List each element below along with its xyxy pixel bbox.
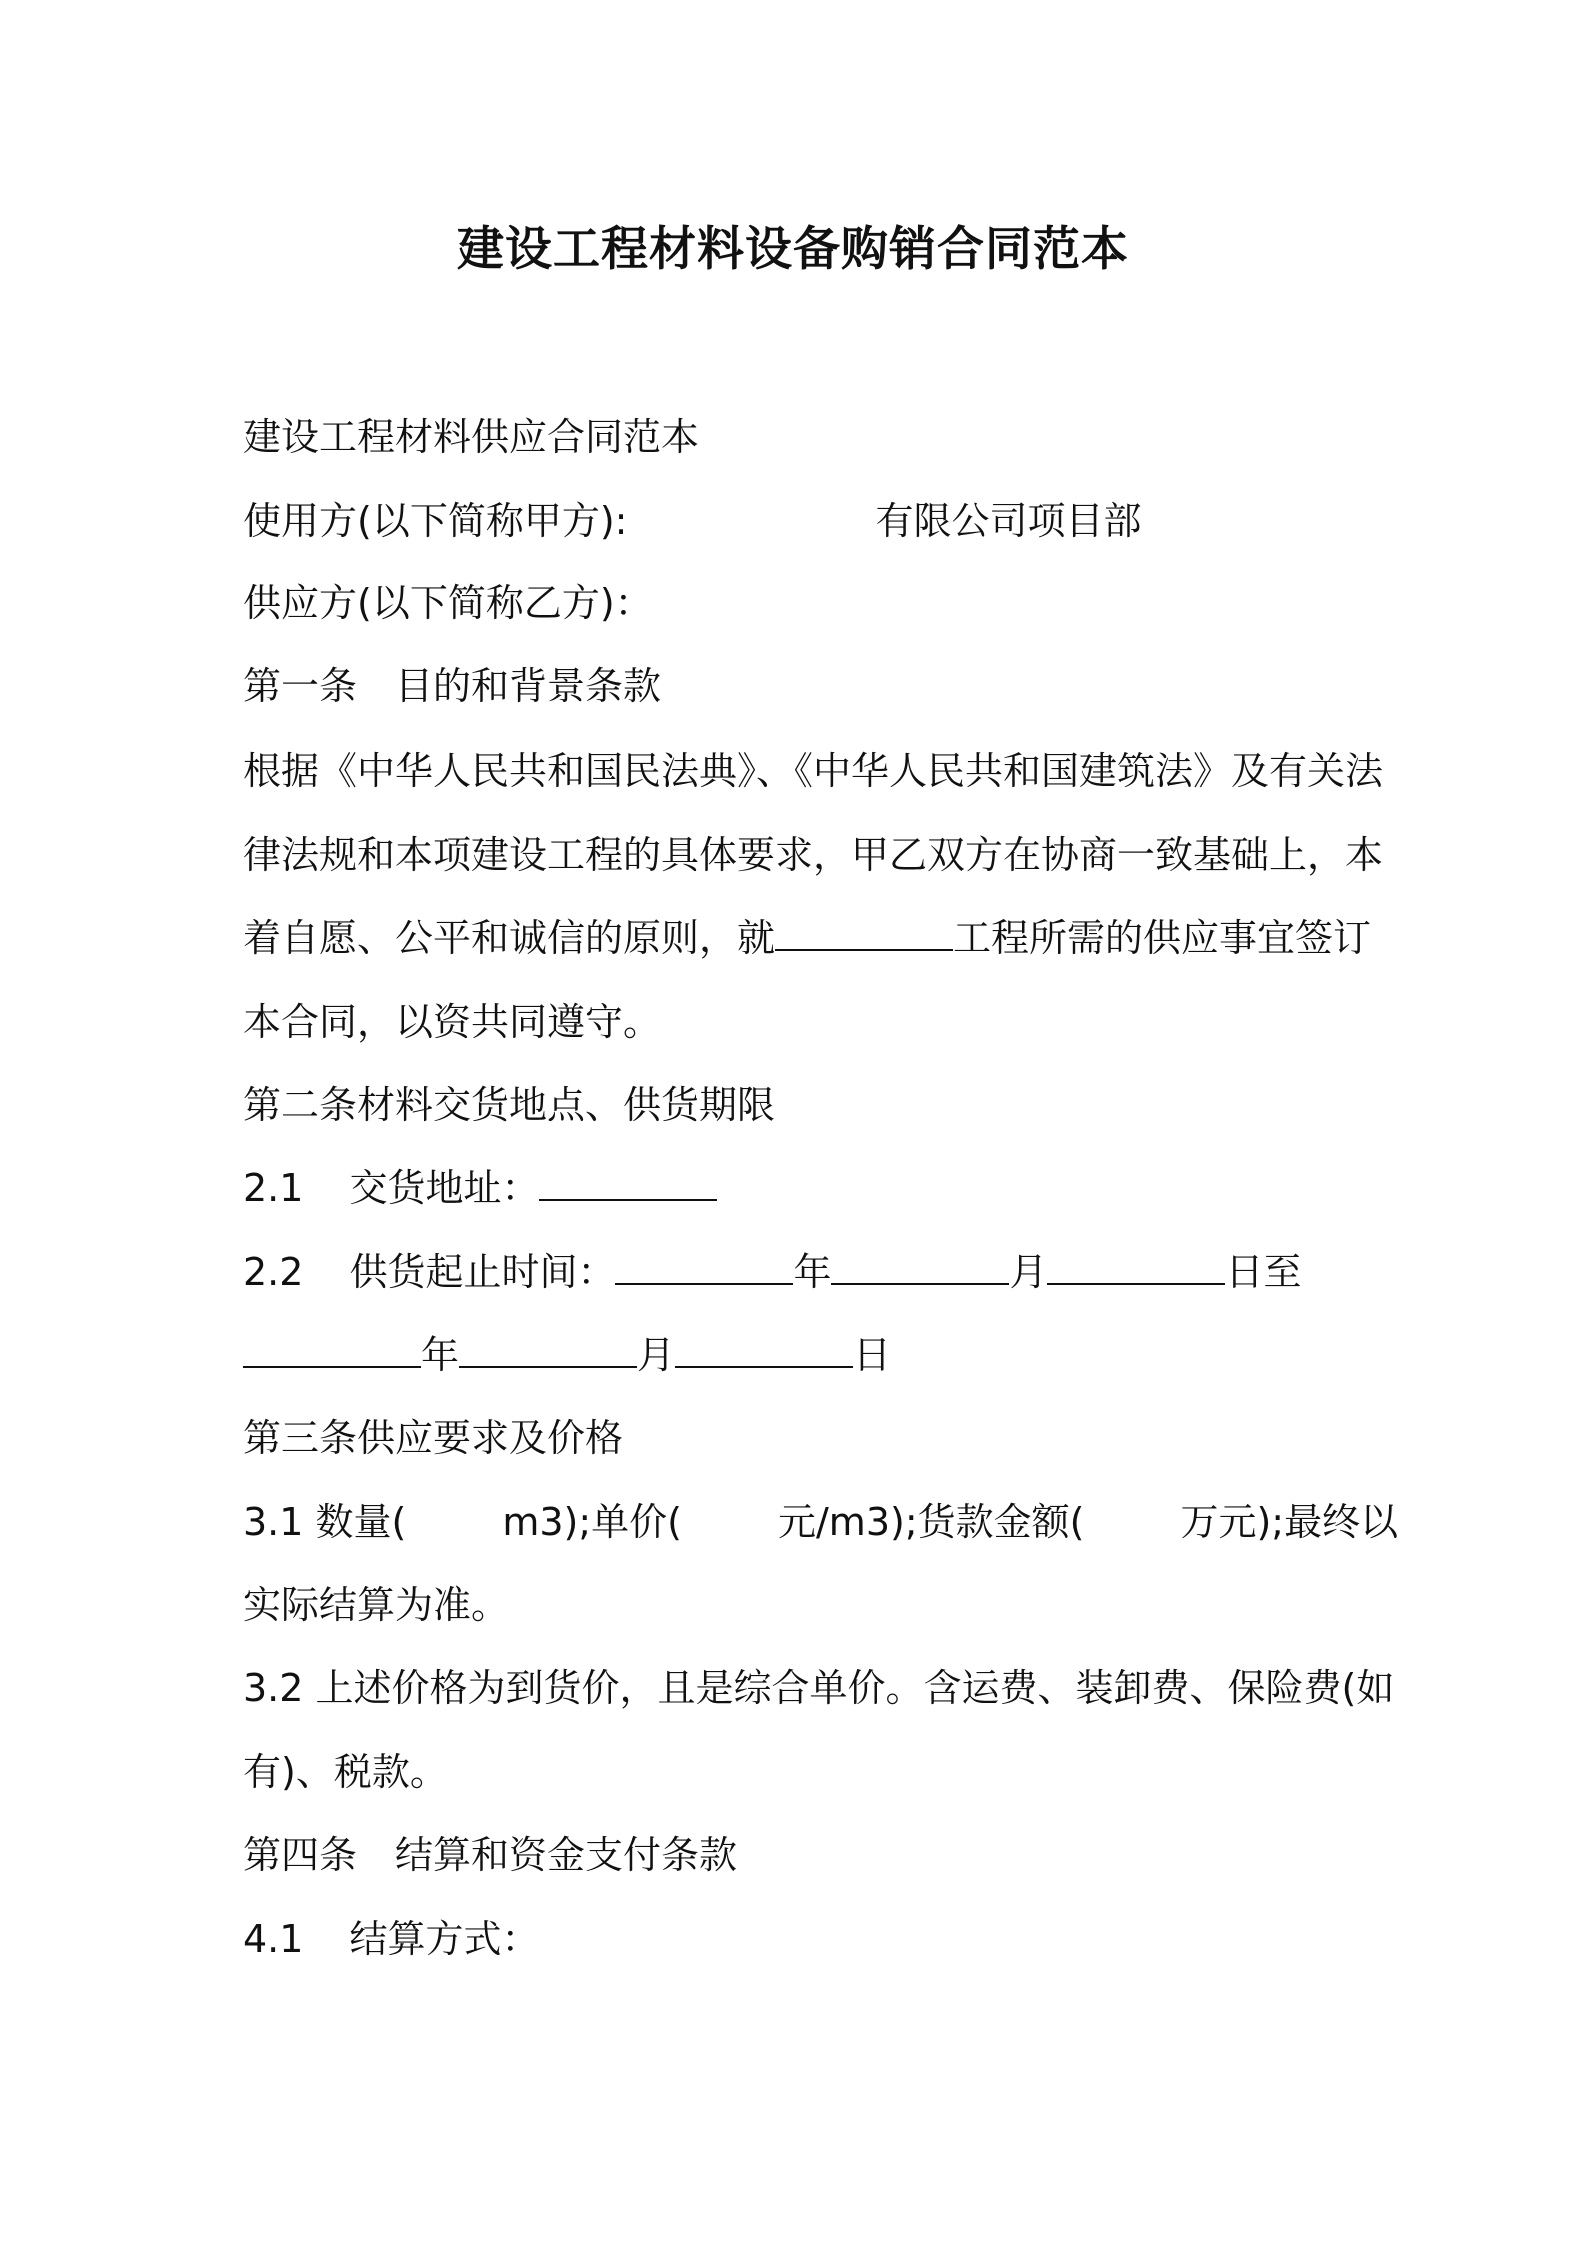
clause-2-2 [243, 1247, 1302, 1297]
clause-3-1-a: 3.1 数量( [243, 1500, 407, 1544]
clause-3-2-line1: 3.2 上述价格为到货价，且是综合单价。含运费、装卸费、保险费(如 [243, 1666, 1395, 1710]
start-day-unit: 日至 [1225, 1250, 1302, 1294]
article1-line3-a: 着自愿、公平和诚信的原则，就 [243, 916, 776, 960]
end-day-blank [675, 1334, 853, 1368]
party-b-line: 供应方(以下简称乙方)： [243, 581, 653, 625]
project-name-blank [775, 917, 953, 951]
clause-4-1-label: 结算方式： [349, 1917, 540, 1961]
article1-line2: 律法规和本项建设工程的具体要求，甲乙双方在协商一致基础上，本 [243, 833, 1384, 877]
clause-2-1 [243, 1163, 717, 1213]
clause-2-1-label: 交货地址： [349, 1166, 540, 1210]
subtitle: 建设工程材料供应合同范本 [243, 415, 700, 459]
end-year-blank [243, 1334, 421, 1368]
start-year-unit: 年 [793, 1250, 832, 1294]
clause-2-2-label: 供货起止时间： [349, 1250, 616, 1294]
clause-2-2-num: 2.2 [243, 1250, 304, 1294]
article1-heading: 第一条 目的和背景条款 [243, 664, 662, 708]
article3-heading: 第三条供应要求及价格 [243, 1416, 624, 1460]
clause-3-1-b: m3);单价( [502, 1500, 682, 1544]
start-month-blank [831, 1251, 1009, 1285]
clause-2-1-num: 2.1 [243, 1166, 304, 1210]
clause-4-1 [243, 1914, 539, 1964]
clause-3-1-c: 元/m3);货款金额( [778, 1500, 1085, 1544]
clause-3-1-d: 万元);最终以 [1180, 1500, 1399, 1544]
article2-heading: 第二条材料交货地点、供货期限 [243, 1083, 776, 1127]
delivery-address-blank [539, 1167, 717, 1201]
end-year-unit: 年 [421, 1333, 460, 1377]
article1-line1: 根据《中华人民共和国民法典》、《中华人民共和国建筑法》及有关法 [243, 749, 1384, 793]
clause-4-1-num: 4.1 [243, 1917, 304, 1961]
clause-3-1 [243, 1497, 1398, 1547]
start-day-blank [1047, 1251, 1225, 1285]
party-a-label: 使用方(以下简称甲方): [243, 499, 628, 543]
end-day-unit: 日 [853, 1333, 892, 1377]
clause-3-1-line2: 实际结算为准。 [243, 1583, 510, 1627]
party-a-value: 有限公司项目部 [875, 499, 1142, 543]
clause-3-2-line2: 有)、税款。 [243, 1750, 448, 1794]
end-month-blank [459, 1334, 637, 1368]
article1-line3 [243, 913, 1371, 963]
end-month-unit: 月 [637, 1333, 676, 1377]
article1-line3-b: 工程所需的供应事宜签订 [953, 916, 1372, 960]
article1-line4: 本合同，以资共同遵守。 [243, 1000, 662, 1044]
document-title: 建设工程材料设备购销合同范本 [457, 222, 1129, 277]
start-month-unit: 月 [1009, 1250, 1048, 1294]
article4-heading: 第四条 结算和资金支付条款 [243, 1833, 738, 1877]
clause-2-2-end [243, 1330, 891, 1380]
start-year-blank [615, 1251, 793, 1285]
party-a-line [243, 496, 1141, 546]
